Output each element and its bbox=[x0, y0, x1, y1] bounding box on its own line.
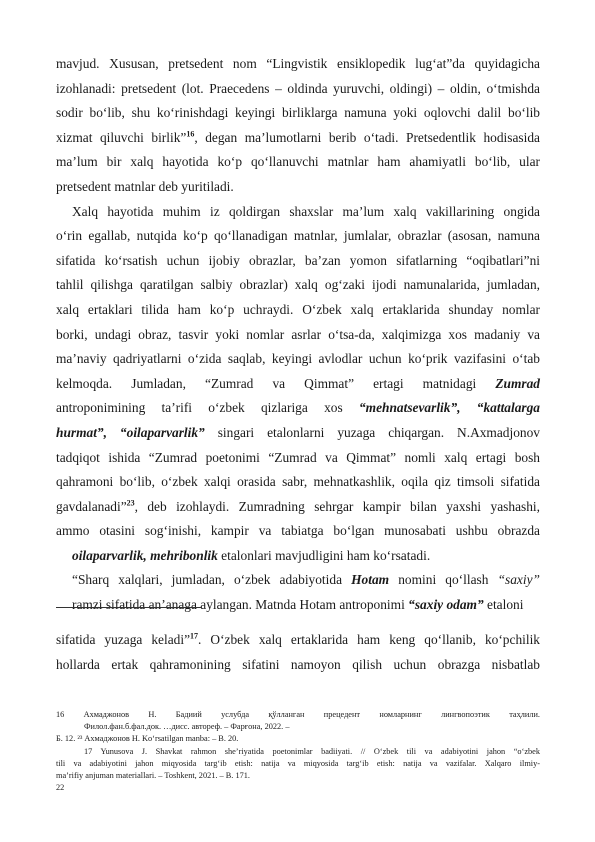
footnote-ref-17[interactable]: 17 bbox=[190, 631, 199, 641]
paragraph-2 bbox=[56, 200, 540, 569]
text-line: tahlil qilishga qaratilgan salbiy obrazlar) xalq og‘zaki ijodi namunalarida, jumladan, bbox=[56, 277, 540, 293]
text-line: etaloni bbox=[483, 597, 524, 613]
text-line: sifatida yuzaga keladi” bbox=[56, 632, 191, 647]
text-line: hollarda ertak qahramonining sifatini namoyon qilish uchun obrazga nisbatlab bbox=[56, 656, 540, 672]
text-line: gavdalanadi” bbox=[56, 498, 127, 514]
text-line: . O‘zbek xalq ertaklarida ham keng qo‘llanib, ko‘pchilik bbox=[198, 632, 541, 647]
text-line: xizmat qiluvchi birlik” bbox=[56, 129, 187, 145]
footnote-17 bbox=[56, 746, 540, 794]
text-line: izohlanadi: pretsedent (lot. Praecedens – oldinda yuruvchi, oldingi) – oldin, o‘tmishda bbox=[56, 80, 540, 96]
footnote-16 bbox=[56, 709, 540, 745]
text-line: qahramoni bo‘lib, o‘zbek xalqi orasida sabr, mehnatkashlik, oqila qiz timsoli sifatida bbox=[56, 474, 540, 490]
footnote-ref-23[interactable]: 23 bbox=[126, 498, 135, 508]
text-line: antroponimining ta’rifi o‘zbek qizlariga xos bbox=[56, 400, 359, 416]
text-line: ma’naviy qadriyatlarni o‘zida saqlab, keyingi avlodlar uchun ko‘prik vazifasini o‘tab bbox=[56, 351, 540, 367]
paragraph-1 bbox=[56, 52, 540, 200]
text-line: , degan ma’lumotlarni berib o‘tadi. Pretsedentlik hodisasida bbox=[194, 129, 540, 145]
text-line: kelmoqda. Jumladan, “Zumrad va Qimmat” ertagi matnidagi bbox=[56, 375, 496, 391]
emphasis-etalons: oilaparvarlik, mehribonlik bbox=[72, 547, 218, 563]
emphasis-zumrad: Zumrad bbox=[495, 375, 540, 391]
text-line: o‘rin egallab, nutqida ko‘p qo‘llanadigan matnlar, jumlalar, obrazlar (asosan, namuna bbox=[56, 228, 540, 244]
footnote-divider bbox=[56, 607, 202, 608]
main-text bbox=[56, 52, 540, 618]
text-line: ma’lum bir xalq hayotida ko‘p qo‘llanuvchi matnlar ham ahamiyatli bo‘lib, ular bbox=[56, 154, 540, 170]
emphasis-saxiy-odam: “saxiy odam” bbox=[408, 597, 484, 613]
text-line: tadqiqot ishida “Zumrad poetonimi “Zumrad va Qimmat” nomli xalq ertagi bosh bbox=[56, 449, 540, 465]
text-line: singari etalonlarni yuzaga chiqargan. N.Axmadjonov bbox=[204, 424, 540, 440]
paragraph-4 bbox=[56, 628, 540, 677]
footnote-ref-16[interactable]: 16 bbox=[186, 129, 195, 139]
text-line: , deb izohlaydi. Zumradning sehrgar kampir bilan yaxshi yashashi, bbox=[134, 498, 540, 514]
footnote-line: 16 Ахмаджонов Н. Бадиий услубда қўлланган прецедент номларнинг лингвопоэтик таҳлили. bbox=[56, 710, 540, 719]
continued-text bbox=[56, 628, 540, 677]
text-line: nomini qo‘llash bbox=[389, 572, 498, 588]
footnote-line: Филол.фан.б.фал.док. …дисс. автореф. – Фарғона, 2022. – bbox=[84, 722, 290, 731]
text-line: borki, undagi obraz, tasvir yoki nomlar asrlar o‘tsa-da, xalqimizga xos madaniy va bbox=[56, 326, 540, 342]
footnote-line: 17 Yunusova J. Shavkat rahmon she’riyatida poetonimlar badiiyati. // O‘zbek tili va adabiyotini jahon “o‘zbek bbox=[84, 747, 540, 756]
text-line: ammo otasini sog‘inishi, kampir va tabiatga bo‘lgan munosabati ushbu obrazda bbox=[56, 523, 540, 539]
footnote-line: Б. 12. ²³ Ахмаджонов Н. Ko‘rsatilgan manba: – B. 20. bbox=[56, 734, 239, 743]
text-line: “Sharq xalqlari, jumladan, o‘zbek adabiyotida bbox=[72, 572, 352, 588]
emphasis-etalons: “mehnatsevarlik”, “kattalarga bbox=[358, 400, 541, 416]
text-line: xalq ertaklari tilida ham ko‘p uchraydi. O‘zbek xalq ertaklarida shunday nomlar bbox=[56, 301, 540, 317]
footnote-line: ma’rifiy anjuman materiallari. – Toshkent, 2021. – B. 171. bbox=[56, 771, 250, 780]
text-line: ramzi sifatida an’anaga aylangan. Matnda Hotam antroponimi bbox=[72, 597, 409, 613]
paragraph-3 bbox=[56, 568, 540, 617]
emphasis-etalons: hurmat”, “oilaparvarlik” bbox=[56, 424, 205, 440]
emphasis-saxiy: “saxiy” bbox=[497, 572, 540, 588]
text-line: etalonlari mavjudligini ham ko‘rsatadi. bbox=[217, 547, 431, 563]
text-line: sifatida ko‘rsatish uchun ijobiy obrazlar, ba’zan yomon sifatlarning “oqibatlari”ni bbox=[56, 252, 540, 268]
footnote-line: tili va adabiyotini jahon miqyosida targ‘ib etish: natija va miqyosida targ‘ib etish: natija va vazifalar. Xalqaro ilmiy- bbox=[56, 759, 540, 768]
text-line: pretsedent matnlar deb yuritiladi. bbox=[56, 178, 234, 194]
text-line: sodir bo‘lib, shu ko‘rinishdagi keyingi birliklarga namuna yoki oqlovchi dalil bo‘lib bbox=[56, 105, 540, 121]
text-line: Xalq hayotida muhim iz qoldirgan shaxslar ma’lum xalq vakillarining ongida bbox=[72, 203, 540, 219]
page-number: 22 bbox=[56, 783, 65, 792]
text-line: mavjud. Xususan, pretsedent nom “Lingvistik ensiklopedik lug‘at”da quyidagicha bbox=[56, 56, 540, 71]
emphasis-hotam: Hotam bbox=[351, 572, 390, 588]
